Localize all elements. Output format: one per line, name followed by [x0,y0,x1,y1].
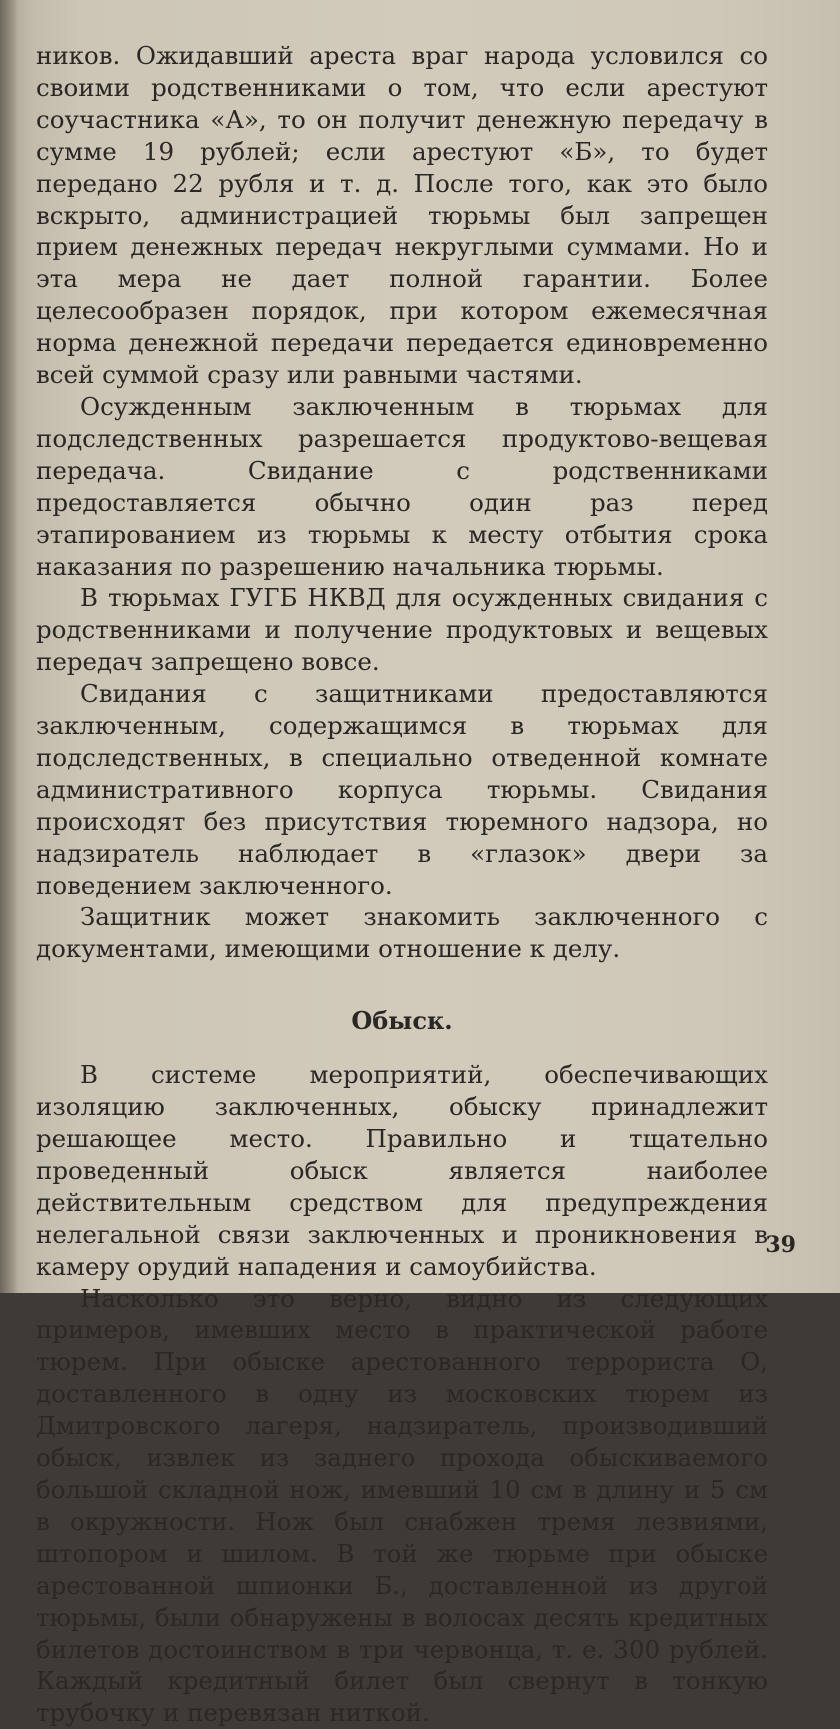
paragraph: В тюрьмах ГУГБ НКВД для осужденных свидания с родственниками и получение продуктовых и вещевых передач запрещено вовсе. [36,583,768,677]
page-number: 39 [765,1232,796,1258]
book-spine-shadow [0,0,18,1293]
page-text-block [36,40,768,1729]
paragraph: В системе мероприятий, обеспечивающих изоляцию заключенных, обыску принадлежит решающее место. Правильно и тщательно проведенный обыск является наиболее действительным средством для предупреждения нелегальной связи заключенных и проникновения в камеру орудий нападения и самоубийства. [36,1060,768,1281]
paragraph: Защитник может знакомить заключенного с документами, имеющими отношение к делу. [36,902,768,964]
section-heading: Обыск. [351,1006,453,1036]
paragraph-continued: ников. Ожидавший ареста враг народа условился со своими родственниками о том, что если арестуют соучастника «А», то он получит денежную передачу в сумме 19 рублей; если арестуют «Б», то будет передано 22 рубля и т. д. После того, как это было вскрыто, администрацией тюрьмы был запрещен прием денежных передач некруглыми суммами. Но и эта мера не дает полной гарантии. Более целесообразен порядок, при котором ежемесячная норма денежной передачи передается единовременно всей суммой сразу или равными частями. [36,41,768,390]
paragraph: Свидания с защитниками предоставляются заключенным, содержащимся в тюрьмах для подследственных, в специально отведенной комнате административного корпуса тюрьмы. Свидания происходят без присутствия тюремного надзора, но надзиратель наблюдает в «глазок» двери за поведением заключенного. [36,679,768,900]
paragraph: Осужденным заключенным в тюрьмах для подследственных разрешается продуктово-вещевая передача. Свидание с родственниками предоставляется обычно один раз перед этапированием из тюрьмы к месту отбытия срока наказания по разрешению начальника тюрьмы. [36,391,768,581]
paragraph: Насколько это верно, видно из следующих примеров, имевших место в практической работе тюрем. При обыске арестованного террориста О, доставленного в одну из московских тюрем из Дмитровского лагеря, надзиратель, производивший обыск, извлек из заднего прохода обыскиваемого большой складной нож, имевший 10 см в длину и 5 см в окружности. Нож был снабжен тремя лезвиями, штопором и шилом. В той же тюрьме при обыске арестованной шпионки Б., доставленной из другой тюрьмы, были обнаружены в волосах десять кредитных билетов достоинством в три червонца, т. е. 300 рублей. Каждый кредитный билет был свернут в тонкую трубочку и перевязан ниткой. [36,1283,768,1728]
